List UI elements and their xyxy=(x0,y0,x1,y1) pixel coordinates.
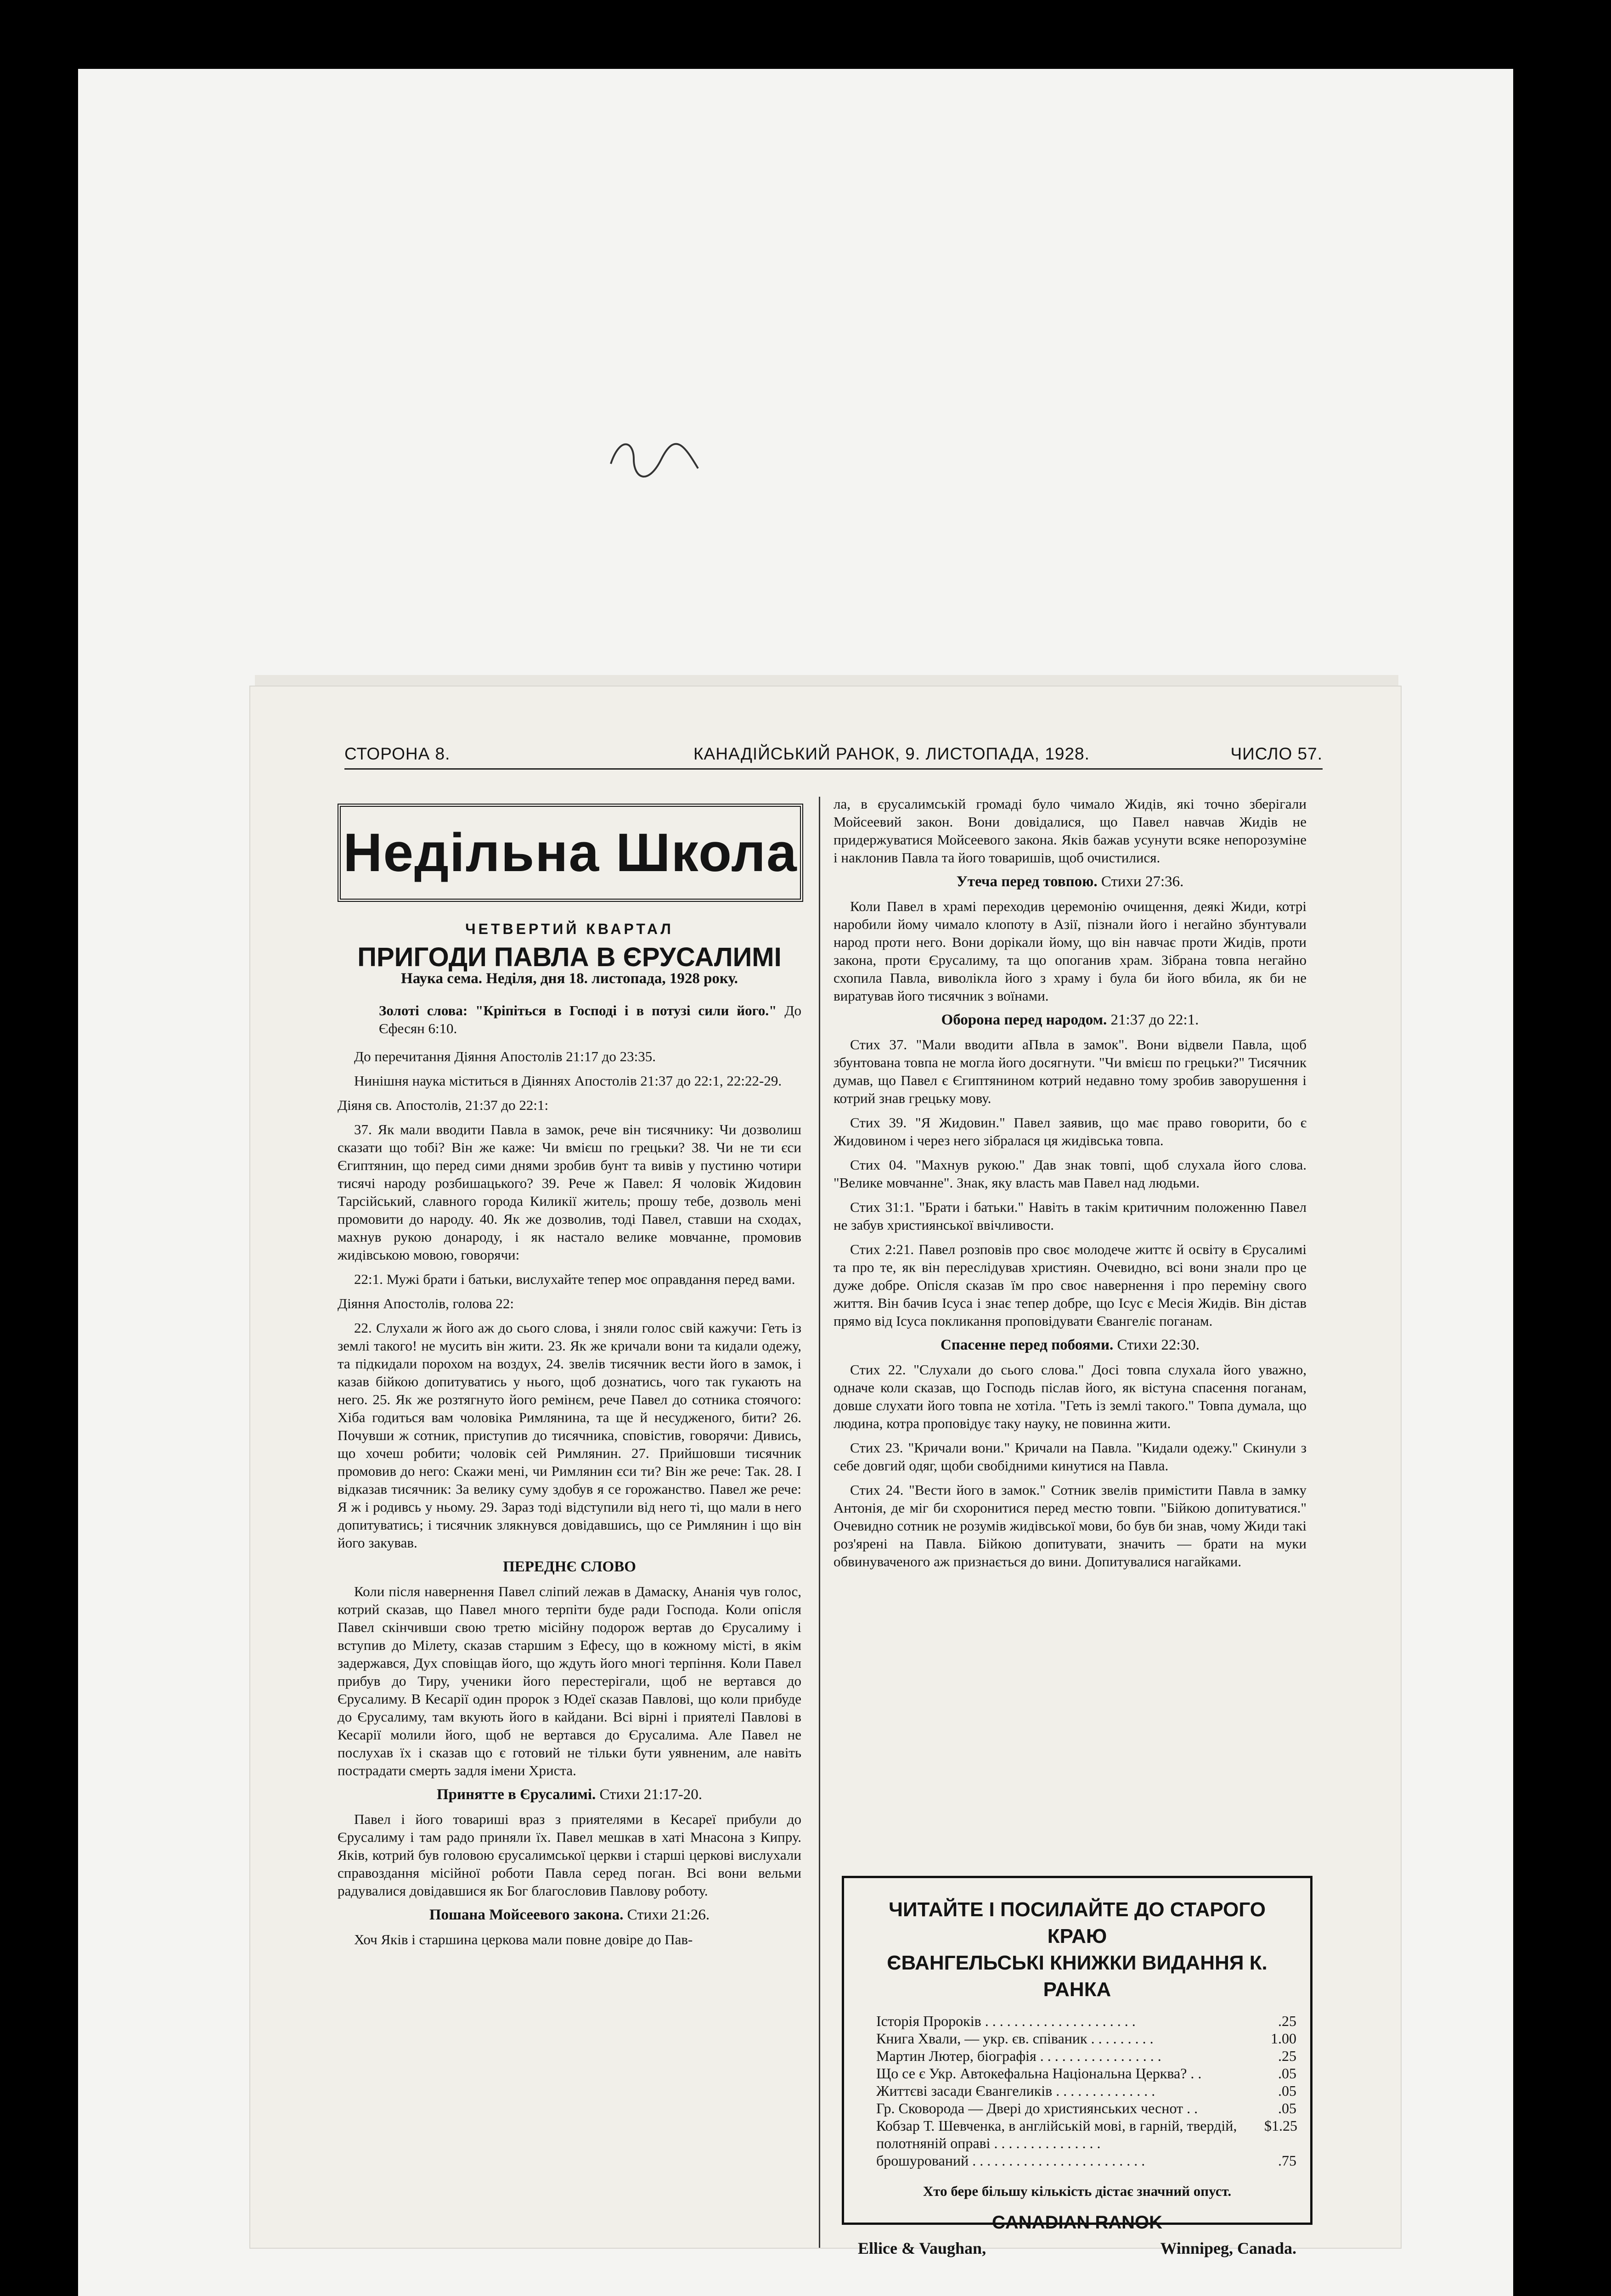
book-price: .05 xyxy=(1278,2082,1296,2099)
issue-number: ЧИСЛО 57. xyxy=(1230,744,1323,763)
ad-publisher: CANADIAN RANOK xyxy=(991,2212,1163,2233)
address-street: Ellice & Vaughan, xyxy=(858,2239,986,2257)
subheading-defense xyxy=(834,1011,1307,1029)
ad-address xyxy=(858,2239,1296,2258)
list-item xyxy=(876,2152,1296,2169)
column-rule xyxy=(819,797,820,2248)
subheading-text: Пошана Мойсеевого закона. xyxy=(429,1907,624,1923)
paragraph: 37. Як мали вводити Павла в замок, рече він тисячнику: Чи дозволиш сказати що тобі? Він же каже: Чи вмієш по грецьки? 38. Чи не ти єси Єгиптянин, що перед сими днями зробив бунт та вивів у пустиню чотири тисячі народу розбишацького? 39. Рече ж Павел: Я чоловік Жидовин Тарсійський, славного города Киликії житель; прошу тебе, дозволь мені промовити до народу. 40. Як же дозволив, тоді Павел, ставши на сходах, махнув рукою донароду, і як настало велике мовчанне, промовив жидівською мовою, говорячи: xyxy=(338,1121,801,1263)
paragraph: Стих 04. "Махнув рукою." Дав знак товпі, щоб слухала його слова. "Велике мовчанне". Знак, яку власть мав Павел над людьми. xyxy=(834,1157,1307,1191)
paragraph: Стих 37. "Мали вводити аПвла в замок". Вони відвели Павла, щоб збунтована товпа не могла його досягнути. "Чи вмієш по грецьки?" Тисячник думав, що Павел є Єгиптянином котрий недавно тому зробив заворушення і котрий знав грецьку мову. xyxy=(834,1036,1307,1106)
paragraph: Стих 31:1. "Брати і батьки." Навіть в такім критичним положенню Павел не забув християнської ввічливости. xyxy=(834,1199,1307,1233)
subheading-reception xyxy=(338,1786,801,1804)
book-name: Життєві засади Євангеликів . . . . . . . . . . . . . . xyxy=(876,2082,1155,2099)
paragraph: 22. Слухали ж його аж до сього слова, і зняли голос свій кажучи: Геть із землі такого! не мусить він жити. 23. Як же кричали вони та кидали одежу, та підкидали порохом на воздух, 24. звелів тисячник вести його в замок, і казав бійкою допитуватись у нього, щоб дознатись, чого так гукають на него. 25. Як же розтягнуто його ремінєм, рече Павел до сотника стоячого: Хіба годиться вам чоловіка Римлянина, та ще й несудженого, бити? 26. Почувши ж сотник, приступив до тисячника, сповістив, говорячи: Дивись, що хочеш робити; чоловік сей Римлянин. 27. Прийшовши тисячник промовив до него: Скажи мені, чи Римлянин єси ти? Він же рече: Так. 28. І відказав тисячник: За велику суму здобув я се горожанство. Павел же рече: Я ж і родивсь у ньому. 29. Зараз тоді відступили від него ті, що мали в него допитуватись; і тисячник злякнувся довідавшись, що се Римлянин і що він його закував. xyxy=(338,1320,801,1551)
paragraph: Діяня св. Апостолів, 21:37 до 22:1: xyxy=(338,1097,549,1113)
subheading-ref: Стихи 21:26. xyxy=(627,1907,710,1923)
book-price: .25 xyxy=(1278,2048,1296,2064)
paragraph: Нинішня наука міститься в Діяннях Апостолів 21:37 до 22:1, 22:22-29. xyxy=(354,1073,782,1089)
book-name: Мартин Лютер, біографія . . . . . . . . . . . . . . . . . xyxy=(876,2048,1161,2064)
paragraph: Стих 23. "Кричали вони." Кричали на Павла. "Кидали одежу." Скинули з себе довгий одяг, щоби свобідними кинутися на Павла. xyxy=(834,1440,1307,1474)
paragraph: Стих 39. "Я Жидовин." Павел заявив, що має право говорити, бо є Жидовином і через него зібралася ця жидівська товпа. xyxy=(834,1114,1307,1148)
subheading-text: Оборона перед народом. xyxy=(941,1012,1107,1028)
subheading-text: Принятте в Єрусалимі. xyxy=(436,1786,596,1803)
subheading-text: Утеча перед товпою. xyxy=(956,873,1098,890)
ad-discount-note: Хто бере більшу кількість дістає значний опуст. xyxy=(923,2183,1232,2199)
page-header xyxy=(344,741,1323,770)
lesson-title: ПРИГОДИ ПАВЛА В ЄРУСАЛИМІ xyxy=(357,942,782,972)
page-number: СТОРОНА 8. xyxy=(344,744,451,763)
paragraph: ла, в єрусалимській громаді було чимало Жидів, які точно зберігали Мойсеевий закон. Вони довідалися, що Павел навчав Жидів не придержуватися Мойсеевого закона. Яків бажав усунути всяке непорозуміне і наклонив Павла та його товаришів, щоб очистилися. xyxy=(834,796,1307,866)
subheading-ref: Стихи 27:36. xyxy=(1101,873,1184,890)
ad-title-line1: ЧИТАЙТЕ І ПОСИЛАЙТЕ ДО СТАРОГО КРАЮ xyxy=(889,1898,1266,1947)
masthead-line: КАНАДІЙСЬКИЙ РАНОК, 9. ЛИСТОПАДА, 1928. xyxy=(693,744,1090,763)
book-price: .75 xyxy=(1278,2152,1296,2169)
book-name: Гр. Сковорода — Двері до християнських чеснот . . xyxy=(876,2100,1198,2116)
list-item xyxy=(876,2065,1296,2082)
list-item xyxy=(876,2030,1296,2047)
paragraph: 22:1. Мужі брати і батьки, вислухайте тепер моє оправдання перед вами. xyxy=(354,1271,795,1287)
subheading-text: Спасенне перед побоями. xyxy=(941,1337,1114,1353)
quarter-label: ЧЕТВЕРТИЙ КВАРТАЛ xyxy=(465,921,674,937)
list-item xyxy=(876,2047,1296,2065)
paragraph: Стих 22. "Слухали до сього слова." Досі товпа слухала його уважно, одначе коли сказав, що Господь післав його, як вістуна спасення поганам, довше слухати його товпа не хотіла. "Геть із землі такого." Товпа думала, що людина, котра проповідує таку науку, не повинна жити. xyxy=(834,1362,1307,1431)
address-city: Winnipeg, Canada. xyxy=(1160,2239,1296,2257)
subheading-escape xyxy=(834,873,1307,891)
paragraph: Коли Павел в храмі переходив церемонію очищення, деякі Жиди, котрі наробили йому чимало клопоту в Азії, пізнали його і негайно збунтували народ проти него. Вони дорікали йому, що він навчає проти Жидів, проти закона, проти Єрусалиму, та що опоганив храм. Зібрана товпа негайно схопила Павла, виволікла його з храму і була би його вбила, як би не виратував його тисячник з воїнами. xyxy=(834,898,1307,1004)
golden-text: "Кріпіться в Господі і в потузі сили його." xyxy=(475,1002,777,1019)
golden-label: Золоті слова: xyxy=(379,1002,468,1019)
ad-title-line2: ЄВАНГЕЛЬСЬКІ КНИЖКИ ВИДАННЯ К. РАНКА xyxy=(887,1952,1267,2001)
left-column xyxy=(338,804,801,1955)
paragraph: Павел і його товариші враз з приятелями в Кесареї прибули до Єрусалиму і там радо приняли їх. Павел мешкав в хаті Мнасона з Кипру. Яків, котрий був головою єрусалимської церкви і старші церкові вислухали справоздання місійної роботи Павла серед поган. Всі вони вельми радувалися довідавшися як Бог благословив Павлову роботу. xyxy=(338,1811,801,1899)
paragraph: До перечитання Діяння Апостолів 21:17 до 23:35. xyxy=(354,1048,656,1064)
subheading-ref: Стихи 22:30. xyxy=(1117,1337,1200,1353)
section-masthead: Недільна Школа xyxy=(338,804,803,902)
scratch-mark xyxy=(606,432,707,496)
book-price: .25 xyxy=(1278,2013,1296,2029)
subheading-law xyxy=(338,1906,801,1924)
paragraph: Коли після навернення Павел сліпий лежав в Дамаску, Ананія чув голос, котрий сказав, що Павел много терпіти буде ради Господа. Коли опісля Павел скінчивши свою третю місійну подорож вертав до Єрусалиму і вступив до Мілету, сказав старшим з Ефесу, що в кожному місті, в якім задержався, Дух сповіщав його, що ждуть його многі терпіння. Коли Павел прибув до Тиру, ученики його перестерігали, щоб не вертався до Єрусалиму. В Кесарії один пророк з Юдеї сказав Павлові, що коли прибуде до Єрусалиму, там вкують його в кайдани. Всі вірні і приятелі Павлові в Кесарії молили його, щоб не вертався до Єрусалима. Але Павел не послухав їх і сказав що є готовий не тільки бути уявненим, але навіть пострадати смерть задля імени Христа. xyxy=(338,1583,801,1778)
right-column xyxy=(834,795,1307,1577)
subheading-ref: 21:37 до 22:1. xyxy=(1110,1012,1199,1028)
book-name: брошурований . . . . . . . . . . . . . . . . . . . . . . . . xyxy=(876,2152,1145,2169)
book-name: Історія Пророків . . . . . . . . . . . . . . . . . . . . . xyxy=(876,2013,1136,2029)
golden-words xyxy=(379,1002,801,1037)
ad-book-list xyxy=(876,2012,1296,2169)
book-price: .05 xyxy=(1278,2065,1296,2082)
list-item xyxy=(876,2117,1296,2152)
subheading-rescue xyxy=(834,1336,1307,1354)
subheading-foreword: ПЕРЕДНЄ СЛОВО xyxy=(503,1559,636,1575)
book-price: .05 xyxy=(1278,2100,1296,2116)
newspaper-page xyxy=(250,687,1401,2257)
list-item xyxy=(876,2099,1296,2117)
paragraph: Діяння Апостолів, голова 22: xyxy=(338,1295,514,1311)
book-advertisement xyxy=(842,1876,1312,2257)
book-name: Кобзар Т. Шевченка, в англійській мові, в гарній, твердій, полотняній оправі . . . . . . . . . . . . . . . xyxy=(876,2117,1237,2151)
book-price: 1.00 xyxy=(1271,2030,1296,2047)
book-name: Що се є Укр. Автокефальна Національна Церква? . . xyxy=(876,2065,1202,2082)
book-name: Книга Хвали, — укр. єв. співаник . . . . . . . . . xyxy=(876,2030,1154,2047)
golden-ref: До Єфесян 6:10. xyxy=(379,1002,801,1036)
paragraph: Хоч Яків і старшина церкова мали повне довіре до Пав- xyxy=(354,1931,693,1947)
lesson-date: Наука сема. Неділя, дня 18. листопада, 1928 року. xyxy=(401,970,738,987)
book-price: $1.25 xyxy=(1264,2117,1297,2134)
list-item xyxy=(876,2082,1296,2099)
list-item xyxy=(876,2012,1296,2030)
subheading-ref: Стихи 21:17-20. xyxy=(599,1786,703,1803)
paragraph: Стих 2:21. Павел розповів про своє молодече життє й освіту в Єрусалимі та про те, як він переслідував християн. Очевидно, всі вони знали про це дуже добре. Опісля сказав їм про своє навернення і про переміну свого життя. Він бачив Ісуса і знає тепер добре, що Ісус є Месія Жидів. Він дістав прямо від Ісуса покликання проповідувати Євангеліє поганам. xyxy=(834,1241,1307,1329)
paragraph: Стих 24. "Вести його в замок." Сотник звелів примістити Павла в замку Антонія, де міг би схоронитися перед местю товпи. "Бійкою допитуватися." Очевидно сотник не розумів жидівської мови, бо був би знав, чому Жиди такі роз'ярені на Павла. Бійкою допитувати, значить — брати на муки обвинуваченого аж признається до вини. Допитувалися нагайками. xyxy=(834,1482,1307,1570)
